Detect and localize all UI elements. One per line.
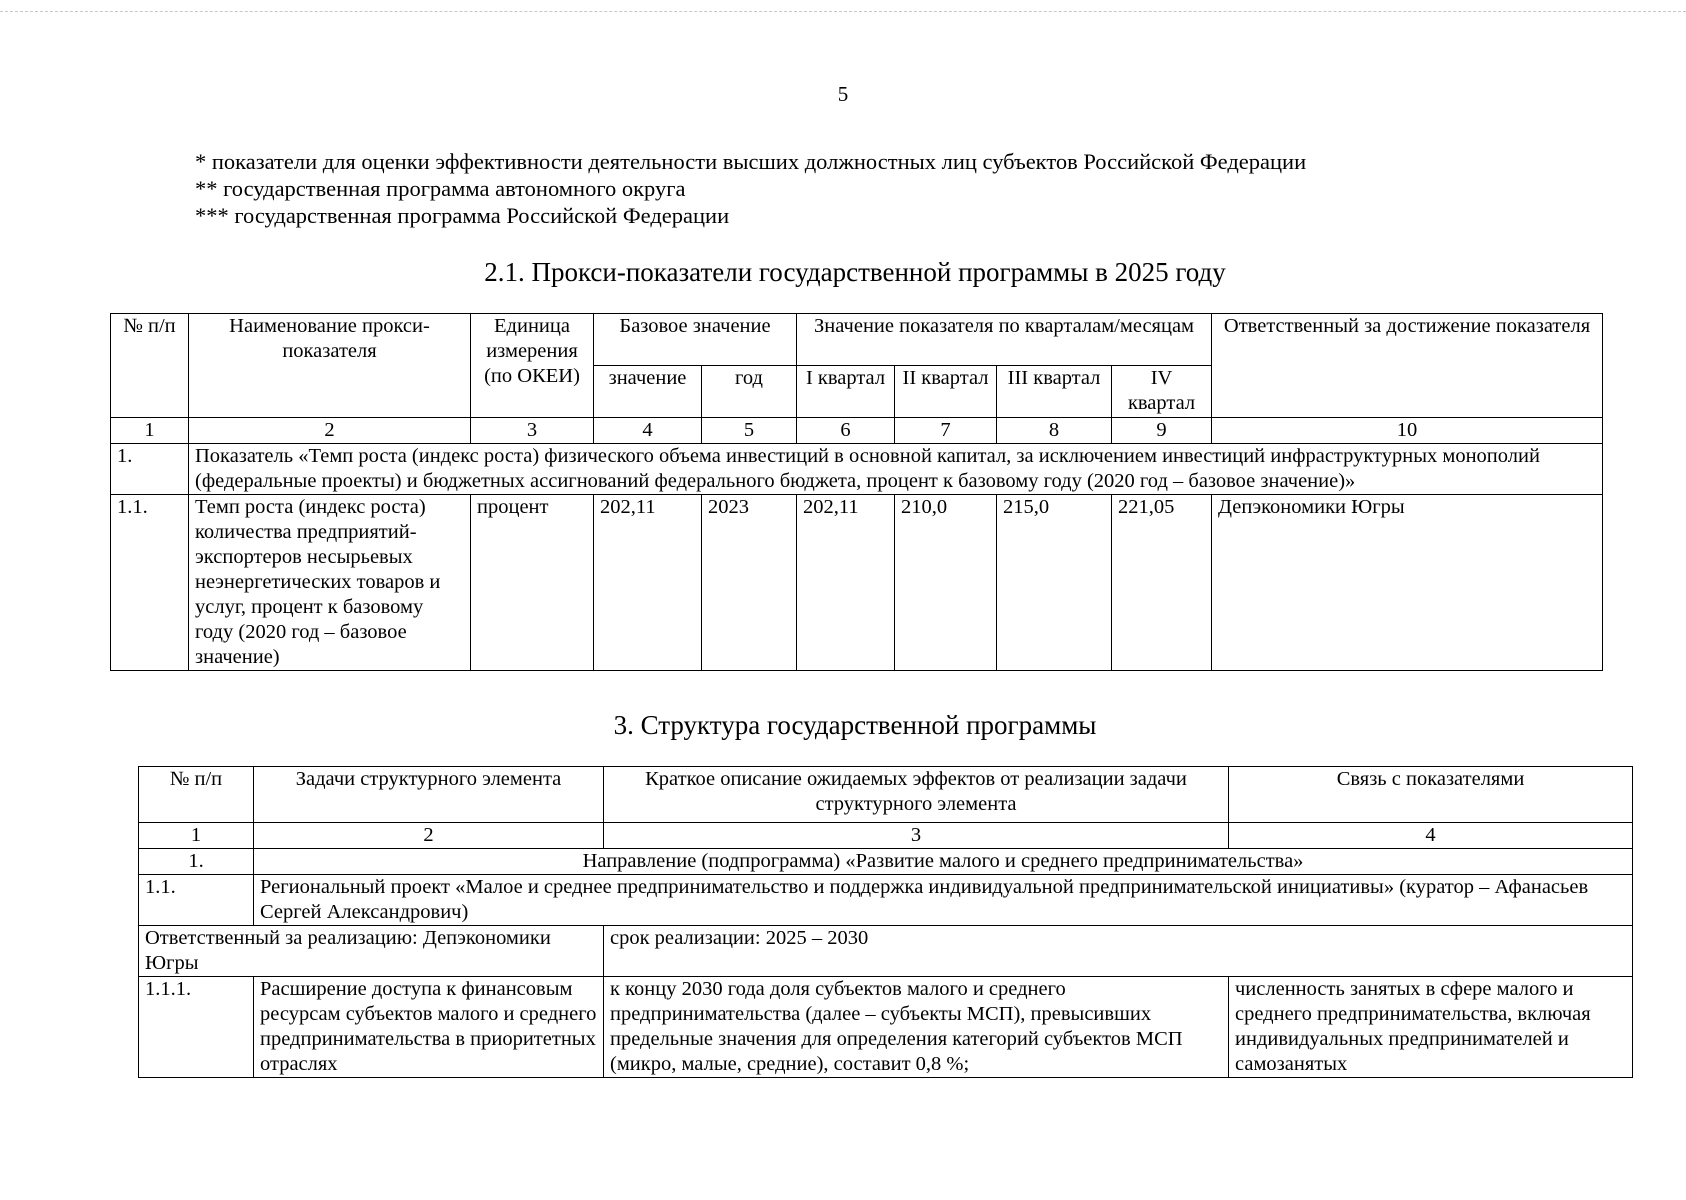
column-number: 2 [254,823,604,849]
project-row [139,875,1633,926]
group-num: 1. [111,444,189,495]
proxy-section-title: 2.1. Прокси-показатели государственной программы в 2025 году [484,257,1226,287]
indicator-group-row [111,444,1603,495]
direction-text: Направление (подпрограмма) «Развитие малого и среднего предпринимательства» [254,849,1633,875]
column-number: 1 [139,823,254,849]
column-number: 1 [111,418,189,444]
footnote-3: *** государственная программа Российской Федерации [195,203,730,228]
column-number: 5 [702,418,797,444]
row-name: Темп роста (индекс роста) количества предприятий-экспортеров несырьевых неэнергетических товаров и услуг, процент к базовому году (2020 год – базовое значение) [189,495,471,671]
column-number: 8 [997,418,1112,444]
proxy-indicators-table [110,313,1603,671]
direction-row [139,849,1633,875]
header-quarters: Значение показателя по кварталам/месяцам [797,314,1212,366]
responsible-row [139,926,1633,977]
header-responsible: Ответственный за достижение показателя [1212,314,1603,418]
header-base: Базовое значение [594,314,797,366]
scan-edge-line [0,11,1686,12]
task-text: Расширение доступа к финансовым ресурсам субъектов малого и среднего предпринимательства в приоритетных отраслях [254,977,604,1078]
header-num: № п/п [139,767,254,823]
header-q1: I квартал [797,366,895,418]
footnotes [195,148,1306,229]
footnote-1: * показатели для оценки эффективности деятельности высших должностных лиц субъектов Российской Федерации [195,149,1307,174]
column-number: 4 [1229,823,1633,849]
column-number: 6 [797,418,895,444]
row-num: 1.1. [111,495,189,671]
row-base-value: 202,11 [594,495,702,671]
task-num: 1.1.1. [139,977,254,1078]
row-q1: 202,11 [797,495,895,671]
header-description: Краткое описание ожидаемых эффектов от реализации задачи структурного элемента [604,767,1229,823]
column-number: 2 [189,418,471,444]
row-base-year: 2023 [702,495,797,671]
column-number: 3 [604,823,1229,849]
header-num: № п/п [111,314,189,418]
header-name: Наименование прокси-показателя [189,314,471,418]
row-responsible: Депэкономики Югры [1212,495,1603,671]
header-q4: IV квартал [1112,366,1212,418]
column-numbers-row [139,823,1633,849]
column-number: 7 [895,418,997,444]
direction-num: 1. [139,849,254,875]
row-q3: 215,0 [997,495,1112,671]
responsible-text: Ответственный за реализацию: Депэкономики Югры [139,926,604,977]
task-link: численность занятых в сфере малого и среднего предпринимательства, включая индивидуальных предпринимателей и самозанятых [1229,977,1633,1078]
group-text: Показатель «Темп роста (индекс роста) физического объема инвестиций в основной капитал, за исключением инвестиций инфраструктурных монополий (федеральные проекты) и бюджетных ассигнований федерального бюджета, процент к базовому году (2020 год – базовое значение)» [189,444,1603,495]
table-row [139,977,1633,1078]
row-q4: 221,05 [1112,495,1212,671]
column-number: 10 [1212,418,1603,444]
header-base-year: год [702,366,797,418]
column-number: 4 [594,418,702,444]
term-text: срок реализации: 2025 – 2030 [604,926,1633,977]
footnote-2: ** государственная программа автономного округа [195,176,686,201]
column-number: 3 [471,418,594,444]
task-description: к концу 2030 года доля субъектов малого и среднего предпринимательства (далее – субъекты МСП), превысивших предельные значения для определения категорий субъектов МСП (микро, малые, средние), составит 0,8 %; [604,977,1229,1078]
structure-section-title: 3. Структура государственной программы [613,710,1097,740]
table-row [111,495,1603,671]
row-q2: 210,0 [895,495,997,671]
program-structure-table [138,766,1633,1078]
page-number: 5 [837,82,849,106]
row-unit: процент [471,495,594,671]
header-base-value: значение [594,366,702,418]
header-q2: II квартал [895,366,997,418]
header-links: Связь с показателями [1229,767,1633,823]
project-text: Региональный проект «Малое и среднее предпринимательство и поддержка индивидуальной предпринимательской инициативы» (куратор – Афанасьев Сергей Александрович) [254,875,1633,926]
column-number: 9 [1112,418,1212,444]
header-q3: III квартал [997,366,1112,418]
header-unit: Единица измерения (по ОКЕИ) [471,314,594,418]
column-numbers-row [111,418,1603,444]
header-tasks: Задачи структурного элемента [254,767,604,823]
project-num: 1.1. [139,875,254,926]
